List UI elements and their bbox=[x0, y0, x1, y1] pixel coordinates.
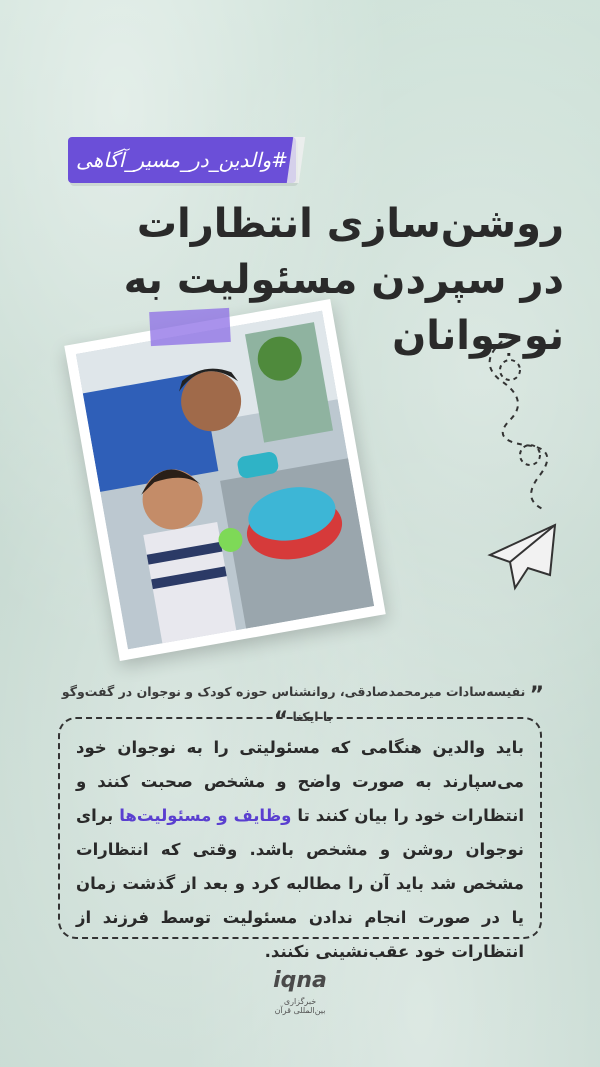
title-line-1: روشن‌سازی انتظارات bbox=[136, 201, 564, 247]
body-text-part-1: باید والدین هنگامی که مسئولیتی را به نوجوان خود می‌سپارند به صورت واضح و مشخص صحبت کنند و انتظارات خود را بیان کنند تا bbox=[76, 738, 525, 825]
family-dishwashing-photo bbox=[76, 311, 374, 650]
quote-close-mark: “ bbox=[273, 708, 289, 733]
body-text-part-2: برای نوجوان روشن و مشخص باشد. وقتی که انتظارات مشخص شد باید آن را مطالبه کرد و بعد از گذشت زمان یا در صورت انجام ندادن مسئولیت توسط فرزند از انتظارات خود عقب‌نشینی نکنند. bbox=[76, 806, 524, 961]
paper-plane-icon bbox=[470, 330, 580, 600]
quote-open-mark: ” bbox=[529, 683, 545, 708]
iqna-logo bbox=[270, 968, 330, 1028]
body-highlight: وظایف و مسئولیت‌ها bbox=[119, 806, 292, 825]
quote-source-text: نفیسه‌سادات میرمحمدصادقی، روانشناس حوزه کودک و نوجوان در گفت‌وگو با ایکنا bbox=[61, 684, 526, 724]
logo-mark: iqna bbox=[273, 968, 327, 993]
hashtag-label: #والدین_در_مسیر_آگاهی bbox=[68, 137, 296, 183]
title-line-2: در سپردن مسئولیت به نوجوانان bbox=[123, 257, 564, 359]
logo-subtitle: خبرگزاری بین‌المللی قرآن bbox=[274, 997, 326, 1015]
photo-card bbox=[64, 299, 385, 661]
tape-decoration bbox=[149, 308, 231, 346]
quote-body-box bbox=[58, 717, 542, 961]
